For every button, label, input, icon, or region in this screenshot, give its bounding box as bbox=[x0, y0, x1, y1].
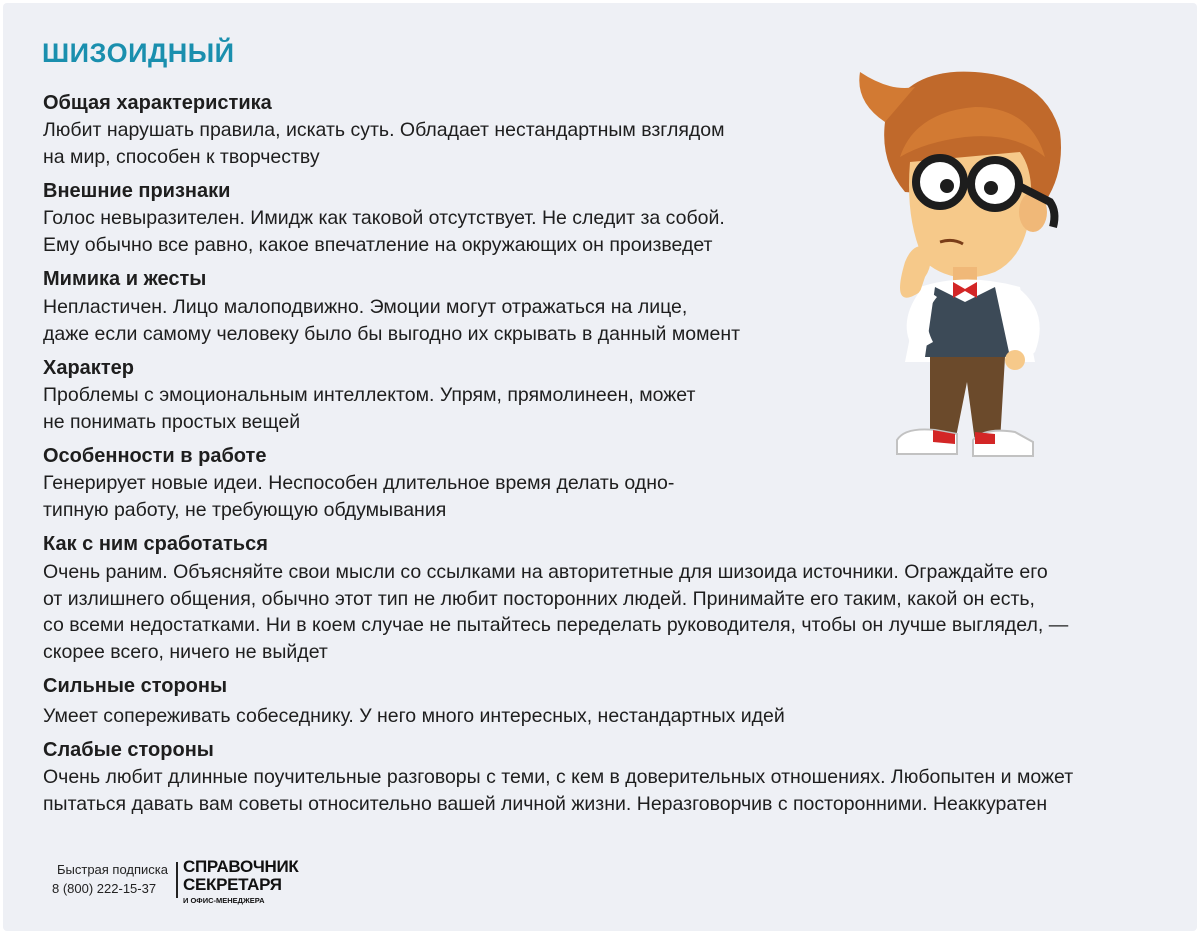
text-line: от излишнего общения, обычно этот тип не любит посторонних людей. Принимайте его таким, какой он есть, bbox=[43, 587, 1035, 610]
page-title: ШИЗОИДНЫЙ bbox=[42, 38, 235, 68]
text-line: Умеет сопереживать собеседнику. У него много интересных, нестандартных идей bbox=[43, 705, 785, 727]
text-line: Голос невыразителен. Имидж как таковой отсутствует. Не следит за собой. bbox=[43, 207, 725, 229]
text-line: даже если самому человеку было бы выгодно их скрывать в данный момент bbox=[43, 322, 741, 345]
text-line: со всеми недостатками. Ни в коем случае не пытайтесь переделать руководителя, чтобы он лучше выглядел, — bbox=[43, 614, 1069, 636]
section-text-weaknesses bbox=[43, 764, 1153, 817]
text-line: Очень раним. Объясняйте свои мысли со ссылками на авторитетные для шизоида источники. Ограждайте его bbox=[43, 561, 1048, 583]
text-line: Проблемы с эмоциональным интеллектом. Упрям, прямолинеен, может bbox=[43, 384, 696, 406]
text-line: на мир, способен к творчеству bbox=[43, 145, 320, 168]
brand-logo-line1: СПРАВОЧНИК bbox=[183, 857, 299, 876]
section-text-work bbox=[43, 470, 758, 523]
section-text-character bbox=[43, 382, 758, 435]
text-line: Ему обычно все равно, какое впечатление на окружающих он произведет bbox=[43, 233, 713, 256]
text-line: Генерирует новые идеи. Неспособен длительное время делать одно- bbox=[43, 472, 675, 494]
section-heading-strengths: Сильные стороны bbox=[43, 675, 228, 697]
section-heading-general: Общая характеристика bbox=[43, 92, 272, 114]
text-line: скорее всего, ничего не выйдет bbox=[43, 640, 328, 663]
text-line: типную работу, не требующую обдумывания bbox=[43, 498, 447, 521]
section-heading-appearance: Внешние признаки bbox=[43, 180, 231, 202]
section-text-cooperation bbox=[43, 559, 1153, 665]
section-heading-character: Характер bbox=[43, 357, 134, 379]
brand-logo-line3: И ОФИС-МЕНЕДЖЕРА bbox=[183, 896, 265, 905]
text-line: Любит нарушать правила, искать суть. Обладает нестандартным взглядом bbox=[43, 119, 725, 141]
section-text-strengths bbox=[43, 703, 1153, 730]
text-line: пытаться давать вам советы относительно вашей личной жизни. Неразговорчив с посторонними. Неаккуратен bbox=[43, 792, 1048, 815]
section-heading-work: Особенности в работе bbox=[43, 445, 267, 467]
footer-separator bbox=[176, 862, 178, 898]
section-text-mimics bbox=[43, 294, 758, 347]
subscription-phone: 8 (800) 222-15-37 bbox=[52, 881, 157, 896]
text-line: Непластичен. Лицо малоподвижно. Эмоции могут отражаться на лице, bbox=[43, 296, 688, 318]
section-heading-cooperation: Как с ним сработаться bbox=[43, 533, 268, 555]
text-line: Очень любит длинные поучительные разговоры с теми, с кем в доверительных отношениях. Любопытен и может bbox=[43, 766, 1074, 788]
section-text-general bbox=[43, 117, 758, 170]
section-heading-mimics: Мимика и жесты bbox=[43, 268, 207, 290]
brand-logo-line2: СЕКРЕТАРЯ bbox=[183, 875, 282, 894]
thinking-boy-illustration bbox=[845, 62, 1075, 462]
text-line: не понимать простых вещей bbox=[43, 410, 301, 433]
section-text-appearance bbox=[43, 205, 758, 258]
subscription-label: Быстрая подписка bbox=[56, 862, 168, 877]
section-heading-weaknesses: Слабые стороны bbox=[43, 739, 214, 761]
